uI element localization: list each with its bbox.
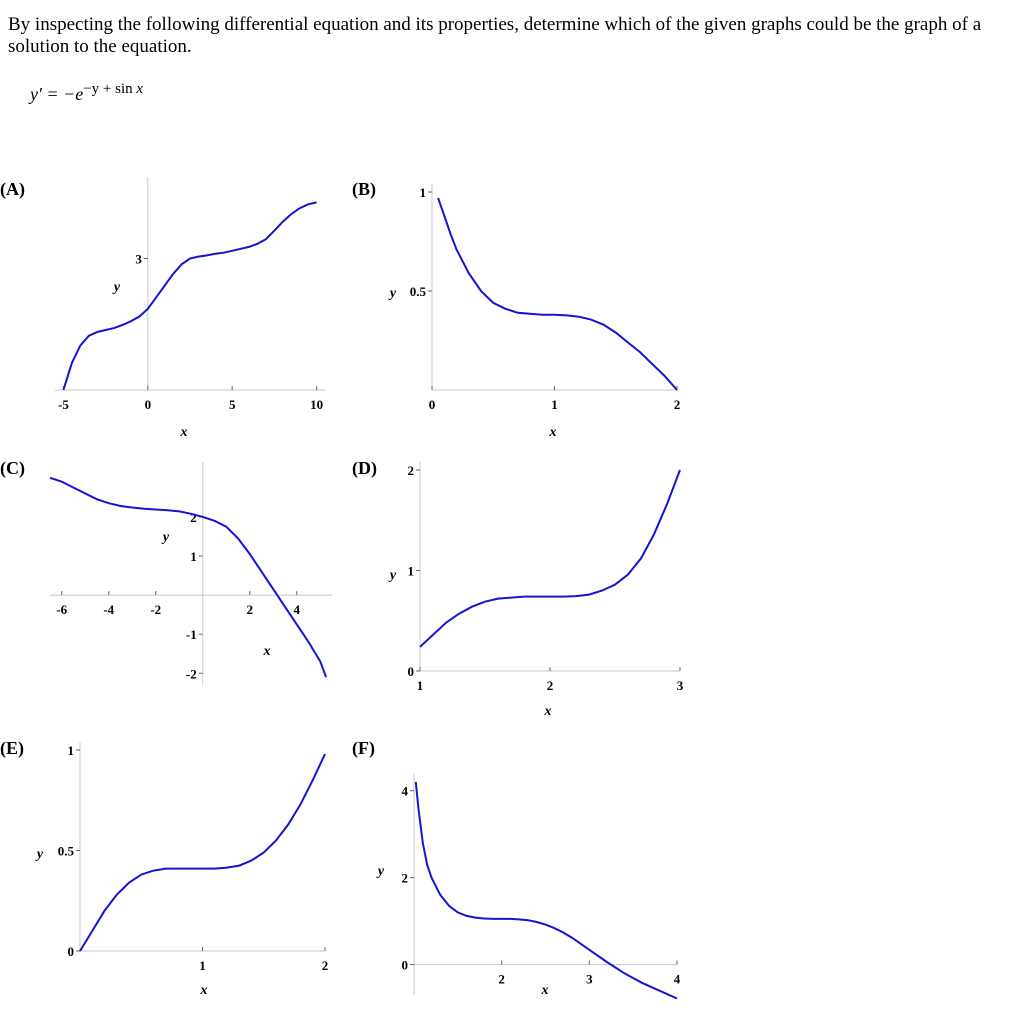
plot-e [0, 738, 328, 998]
panel-label: (A) [0, 179, 25, 199]
y-tick-label: 1 [407, 563, 414, 579]
x-tick-label: 2 [321, 958, 329, 973]
y-tick-label: 1 [190, 549, 197, 564]
panel-label: (C) [0, 458, 25, 478]
panel-label: (D) [352, 458, 377, 478]
x-tick-label: 4 [293, 602, 300, 618]
panel-label: (E) [0, 738, 24, 758]
x-tick-label: 3 [586, 971, 593, 987]
x-tick-label: 2 [546, 678, 554, 693]
x-tick-label: 4 [673, 971, 681, 987]
x-tick-label: 5 [228, 397, 236, 412]
plot-f [352, 738, 681, 999]
y-tick-label: 2 [407, 463, 414, 478]
x-axis-title: x [544, 704, 552, 719]
panel-label: (B) [352, 179, 376, 199]
y-axis-title: y [113, 280, 121, 295]
y-axis-title: y [36, 847, 44, 862]
x-tick-label: 3 [676, 678, 684, 693]
plot-c [0, 458, 332, 685]
y-tick-label: 4 [401, 783, 408, 799]
y-tick-label: 2 [401, 870, 408, 886]
x-tick-label: -4 [103, 602, 115, 618]
y-axis-title: y [389, 286, 397, 301]
y-tick-label: -1 [185, 627, 197, 643]
plot-d [352, 458, 684, 719]
x-tick-label: -6 [56, 602, 68, 618]
solution-curve [63, 202, 316, 390]
y-tick-label: 1 [419, 185, 426, 200]
y-tick-label: 0 [407, 664, 414, 679]
equation-exponent-var: x [136, 81, 144, 97]
y-tick-label: 3 [135, 251, 142, 267]
y-tick-label: 2 [190, 509, 197, 525]
y-tick-label: 0 [401, 957, 408, 973]
x-tick-label: 2 [246, 602, 253, 618]
x-axis-title: x [180, 425, 188, 440]
x-tick-label: -2 [150, 602, 162, 618]
x-tick-label: 10 [310, 397, 324, 412]
x-axis-title: x [549, 425, 557, 440]
y-tick-label: 0.5 [409, 284, 426, 299]
x-tick-label: 2 [673, 397, 681, 412]
equation-exponent-text: −y + sin [83, 81, 133, 97]
x-tick-label: 1 [551, 397, 558, 412]
x-tick-label: 0 [428, 397, 436, 412]
x-tick-label: 1 [199, 958, 206, 973]
solution-curve [80, 754, 325, 951]
equation-lhs: y′ = −e [30, 84, 84, 104]
x-tick-label: 0 [144, 397, 152, 412]
plot-a [0, 177, 325, 440]
x-tick-label: 1 [416, 678, 424, 693]
x-tick-label: 2 [498, 971, 505, 987]
solution-curve [438, 198, 677, 390]
x-tick-label: -5 [58, 397, 69, 412]
plot-b [352, 179, 680, 440]
y-axis-title: y [389, 568, 397, 583]
y-tick-label: 0 [67, 944, 74, 959]
y-tick-label: 1 [67, 743, 74, 758]
x-axis-title: x [263, 644, 271, 659]
solution-curve [420, 470, 680, 647]
question-text: By inspecting the following differential equation and its properties, determine which of the given graphs could be the graph of a solution to the equation. [8, 14, 982, 57]
panel-label: (F) [352, 738, 375, 758]
solution-curve [416, 782, 677, 999]
x-axis-title: x [200, 983, 208, 998]
y-axis-title: y [377, 864, 385, 879]
y-tick-label: 0.5 [57, 843, 74, 859]
solution-curve [50, 478, 326, 677]
y-tick-label: -2 [185, 666, 197, 682]
y-axis-title: y [162, 530, 170, 545]
x-axis-title: x [541, 983, 549, 998]
